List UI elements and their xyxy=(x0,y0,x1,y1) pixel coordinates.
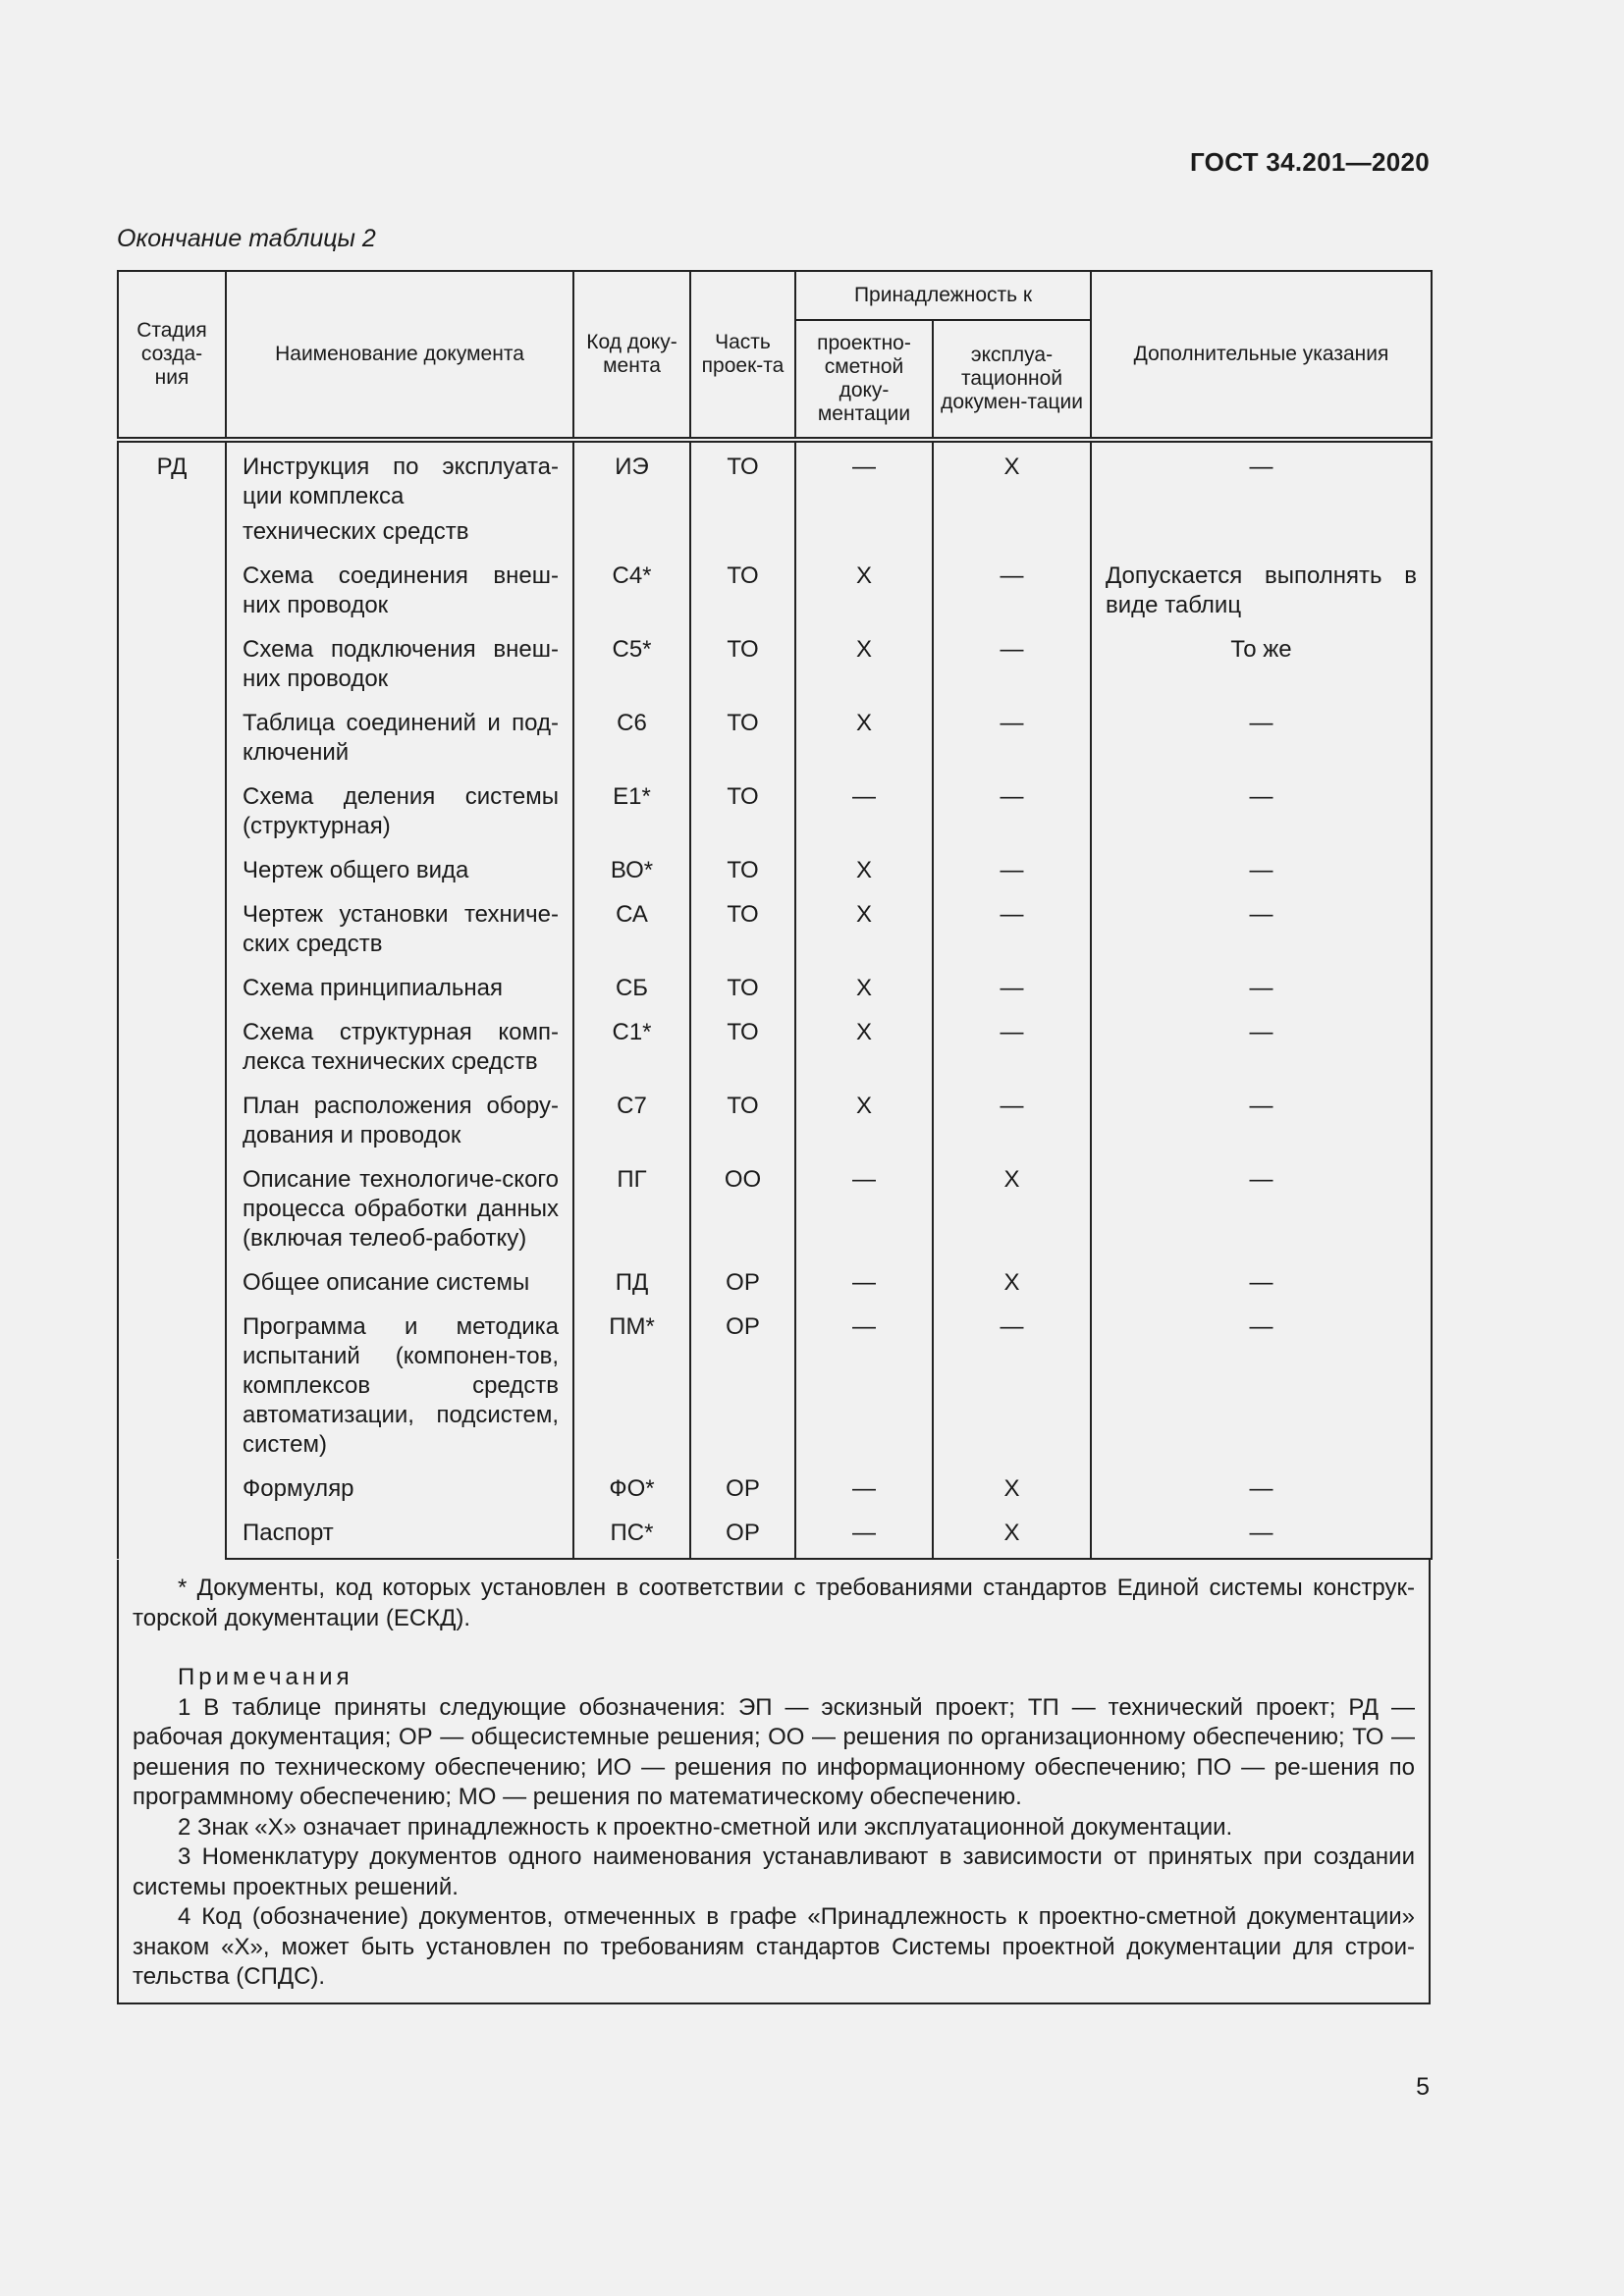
note-cell: — xyxy=(1091,1268,1432,1312)
doc-part-cell xyxy=(690,517,795,561)
operational-mark-cell: — xyxy=(933,782,1091,856)
page-number: 5 xyxy=(1416,2073,1430,2101)
operational-mark-cell: X xyxy=(933,440,1091,517)
doc-part-cell: ТО xyxy=(690,782,795,856)
table-row xyxy=(118,1474,1432,1519)
header-belonging: Принадлежность к xyxy=(795,271,1091,320)
doc-part-cell: ОО xyxy=(690,1165,795,1268)
header-code: Код доку-мента xyxy=(573,271,690,440)
design-mark-cell: X xyxy=(795,900,933,974)
operational-mark-cell: — xyxy=(933,635,1091,709)
doc-code-cell: С5* xyxy=(573,635,690,709)
doc-code-cell: С7 xyxy=(573,1092,690,1165)
note-cell: — xyxy=(1091,1092,1432,1165)
note-cell: — xyxy=(1091,1312,1432,1474)
doc-code-cell: С4* xyxy=(573,561,690,635)
note-cell: — xyxy=(1091,856,1432,900)
doc-name-cell: Общее описание системы xyxy=(226,1268,573,1312)
doc-name-cell: Схема структурная комп-лекса технических средств xyxy=(226,1018,573,1092)
note-cell: — xyxy=(1091,709,1432,782)
note-cell: То же xyxy=(1091,635,1432,709)
design-mark-cell: X xyxy=(795,856,933,900)
table-row xyxy=(118,856,1432,900)
design-mark-cell: — xyxy=(795,440,933,517)
doc-name-cell: Схема соединения внеш-них проводок xyxy=(226,561,573,635)
doc-code-cell: ПГ xyxy=(573,1165,690,1268)
doc-name-cell: Схема принципиальная xyxy=(226,974,573,1018)
doc-code-cell: С1* xyxy=(573,1018,690,1092)
doc-part-cell: ОР xyxy=(690,1474,795,1519)
table-row xyxy=(118,900,1432,974)
design-mark-cell: — xyxy=(795,1268,933,1312)
doc-name-cell: Паспорт xyxy=(226,1519,573,1559)
design-mark-cell: — xyxy=(795,1312,933,1474)
doc-name-cell: Таблица соединений и под-ключений xyxy=(226,709,573,782)
doc-name-cell: Программа и методика испытаний (компонен-тов, комплексов средств автоматизации, подсистем, систем) xyxy=(226,1312,573,1474)
doc-code-cell: ПС* xyxy=(573,1519,690,1559)
design-mark-cell: X xyxy=(795,974,933,1018)
note-cell: — xyxy=(1091,440,1432,517)
document-code: ГОСТ 34.201—2020 xyxy=(1189,147,1430,177)
doc-code-cell: ПМ* xyxy=(573,1312,690,1474)
operational-mark-cell: — xyxy=(933,1312,1091,1474)
doc-code-cell: СА xyxy=(573,900,690,974)
doc-part-cell: ТО xyxy=(690,900,795,974)
doc-part-cell: ТО xyxy=(690,440,795,517)
operational-mark-cell xyxy=(933,517,1091,561)
doc-code-cell: СБ xyxy=(573,974,690,1018)
design-mark-cell: X xyxy=(795,635,933,709)
header-stage: Стадия созда-ния xyxy=(118,271,226,440)
note-cell xyxy=(1091,517,1432,561)
doc-name-cell: Инструкция по эксплуата-ции комплекса xyxy=(226,440,573,517)
header-notes: Дополнительные указания xyxy=(1091,271,1432,440)
note-cell: — xyxy=(1091,1018,1432,1092)
doc-name-cell: Чертеж общего вида xyxy=(226,856,573,900)
note-cell: — xyxy=(1091,900,1432,974)
doc-name-cell: Схема деления системы (структурная) xyxy=(226,782,573,856)
header-design-docs: проектно-сметной доку-ментации xyxy=(795,320,933,440)
design-mark-cell: — xyxy=(795,1165,933,1268)
design-mark-cell: — xyxy=(795,1474,933,1519)
documents-table-container xyxy=(117,270,1431,2004)
doc-part-cell: ТО xyxy=(690,1018,795,1092)
operational-mark-cell: X xyxy=(933,1165,1091,1268)
operational-mark-cell: X xyxy=(933,1474,1091,1519)
design-mark-cell xyxy=(795,517,933,561)
doc-name-cell: Формуляр xyxy=(226,1474,573,1519)
note-cell: — xyxy=(1091,782,1432,856)
doc-part-cell: ОР xyxy=(690,1519,795,1559)
doc-code-cell: С6 xyxy=(573,709,690,782)
table-row xyxy=(118,517,1432,561)
table-row xyxy=(118,1519,1432,1559)
table-body xyxy=(118,440,1432,1559)
operational-mark-cell: — xyxy=(933,856,1091,900)
doc-part-cell: ТО xyxy=(690,635,795,709)
doc-name-cell: технических средств xyxy=(226,517,573,561)
operational-mark-cell: X xyxy=(933,1268,1091,1312)
table-row xyxy=(118,1268,1432,1312)
table-row xyxy=(118,1312,1432,1474)
table-caption: Окончание таблицы 2 xyxy=(117,225,376,252)
note-cell: — xyxy=(1091,1165,1432,1268)
note-item: 3 Номенклатуру документов одного наименования устанавливают в зависимости от принятых при создании системы проектных решений. xyxy=(133,1843,1415,1900)
doc-code-cell: ФО* xyxy=(573,1474,690,1519)
header-part: Часть проек-та xyxy=(690,271,795,440)
table-row xyxy=(118,1165,1432,1268)
doc-part-cell: ТО xyxy=(690,974,795,1018)
doc-name-cell: Описание технологиче-ского процесса обработки данных (включая телеоб-работку) xyxy=(226,1165,573,1268)
note-item: 1 В таблице приняты следующие обозначения: ЭП — эскизный проект; ТП — технический проект; РД — рабочая документация; ОР — общесистемные решения; ОО — решения по организационному обеспечению; ТО — решения по техническому обеспечению; ИО — решения по информационному обеспечению; ПО — ре-шения по программному обеспечению; МО — решения по математическому обеспечению. xyxy=(133,1693,1415,1810)
table-row xyxy=(118,561,1432,635)
operational-mark-cell: X xyxy=(933,1519,1091,1559)
doc-part-cell: ТО xyxy=(690,856,795,900)
note-cell: — xyxy=(1091,1519,1432,1559)
doc-code-cell: Е1* xyxy=(573,782,690,856)
doc-part-cell: ТО xyxy=(690,1092,795,1165)
doc-part-cell: ОР xyxy=(690,1312,795,1474)
documents-table xyxy=(117,270,1433,1560)
operational-mark-cell: — xyxy=(933,1092,1091,1165)
doc-part-cell: ТО xyxy=(690,709,795,782)
doc-name-cell: Чертеж установки техниче-ских средств xyxy=(226,900,573,974)
note-cell: — xyxy=(1091,974,1432,1018)
operational-mark-cell: — xyxy=(933,1018,1091,1092)
doc-part-cell: ТО xyxy=(690,561,795,635)
notes-title: Примечания xyxy=(178,1664,353,1690)
operational-mark-cell: — xyxy=(933,709,1091,782)
table-row xyxy=(118,635,1432,709)
table-row xyxy=(118,440,1432,517)
doc-name-cell: Схема подключения внеш-них проводок xyxy=(226,635,573,709)
table-row xyxy=(118,709,1432,782)
table-row xyxy=(118,1092,1432,1165)
table-footer xyxy=(117,1560,1431,2004)
note-item: 4 Код (обозначение) документов, отмеченных в графе «Принадлежность к проектно-сметной документации» знаком «Х», может быть установлен по требованиям стандартов Системы проектной документации для строи-тельства (СПДС). xyxy=(133,1903,1415,1990)
operational-mark-cell: — xyxy=(933,900,1091,974)
design-mark-cell: X xyxy=(795,1092,933,1165)
doc-code-cell xyxy=(573,517,690,561)
design-mark-cell: X xyxy=(795,1018,933,1092)
doc-code-cell: ВО* xyxy=(573,856,690,900)
table-row xyxy=(118,974,1432,1018)
design-mark-cell: X xyxy=(795,561,933,635)
note-cell: — xyxy=(1091,1474,1432,1519)
table-row xyxy=(118,782,1432,856)
design-mark-cell: X xyxy=(795,709,933,782)
note-cell: Допускается выполнять в виде таблиц xyxy=(1091,561,1432,635)
operational-mark-cell: — xyxy=(933,561,1091,635)
header-operational-docs: эксплуа-тационной докумен-тации xyxy=(933,320,1091,440)
doc-part-cell: ОР xyxy=(690,1268,795,1312)
operational-mark-cell: — xyxy=(933,974,1091,1018)
table-row xyxy=(118,1018,1432,1092)
design-mark-cell: — xyxy=(795,1519,933,1559)
doc-code-cell: ИЭ xyxy=(573,440,690,517)
note-item: 2 Знак «Х» означает принадлежность к проектно-сметной или эксплуатационной документации. xyxy=(178,1813,1233,1841)
doc-name-cell: План расположения обору-дования и проводок xyxy=(226,1092,573,1165)
design-mark-cell: — xyxy=(795,782,933,856)
header-name: Наименование документа xyxy=(226,271,573,440)
footnote: * Документы, код которых установлен в соответствии с требованиями стандартов Единой системы конструк-торской документации (ЕСКД). xyxy=(133,1575,1415,1631)
doc-code-cell: ПД xyxy=(573,1268,690,1312)
stage-cell: РД xyxy=(118,440,226,1559)
